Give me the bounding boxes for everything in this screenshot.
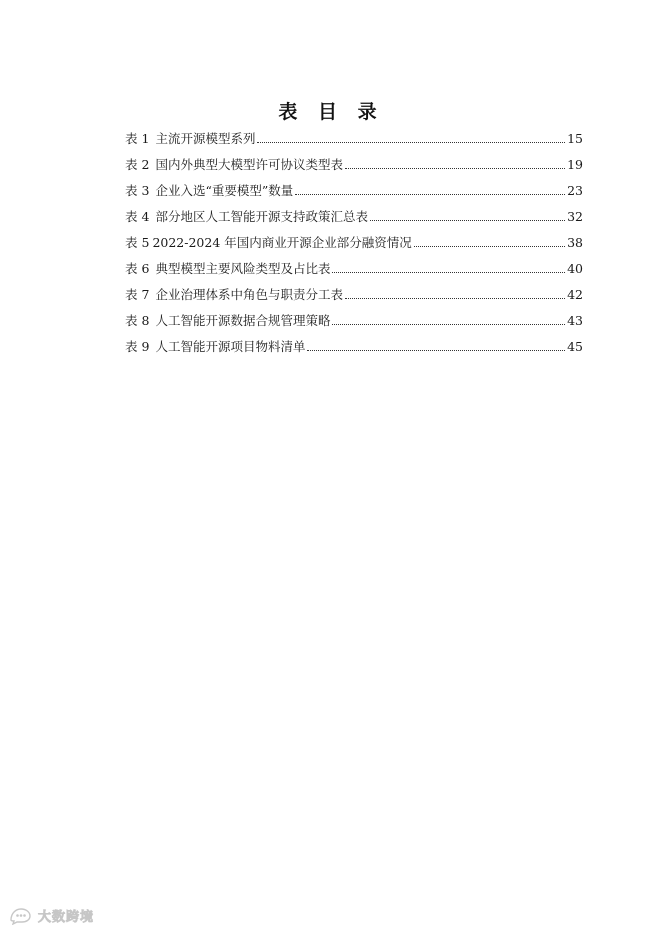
toc-entry-page: 43 [567,313,583,328]
toc-entry-title: 国内外典型大模型许可协议类型表 [155,157,343,172]
toc-entry[interactable] [125,204,583,230]
toc-entry-title: 部分地区人工智能开源支持政策汇总表 [155,209,368,224]
toc-entry-number: 表 7 [125,287,150,302]
dot-leader [345,289,565,301]
toc-entry-page: 15 [567,131,583,146]
toc-entry-title: 主流开源模型系列 [155,131,256,146]
dot-leader [295,185,565,197]
toc-entry-number: 表 8 [125,313,150,328]
toc-entry-page: 23 [567,183,583,198]
toc-entry-page: 19 [567,157,583,172]
dot-leader [345,159,565,171]
dot-leader [370,211,565,223]
platform-logo-icon [8,905,34,925]
toc-entry-number: 表 6 [125,261,150,276]
toc-entry-page: 45 [567,339,583,354]
toc-entry-number: 表 3 [125,183,150,198]
toc-entry[interactable] [125,126,583,152]
dot-leader [332,315,565,327]
watermark [8,905,94,925]
toc-entry-title: 人工智能开源数据合规管理策略 [155,313,331,328]
toc-entry-number: 表 9 [125,339,150,354]
dot-leader [307,341,565,353]
toc-entry[interactable] [125,230,583,256]
dot-leader [414,237,565,249]
toc-entry-number: 表 5 [125,235,150,250]
toc-entry-title: 企业治理体系中角色与职责分工表 [155,287,343,302]
toc-entry-number: 表 2 [125,157,150,172]
toc-entry[interactable] [125,282,583,308]
toc-entry-title: 人工智能开源项目物料清单 [155,339,306,354]
dot-leader [257,133,565,145]
toc-entry[interactable] [125,256,583,282]
toc-entry-page: 42 [567,287,583,302]
toc-entry[interactable] [125,152,583,178]
toc-entry[interactable] [125,334,583,360]
dot-leader [332,263,565,275]
toc-entry-title: 典型模型主要风险类型及占比表 [155,261,331,276]
table-of-contents [125,126,583,360]
toc-entry[interactable] [125,308,583,334]
toc-entry-title: 2022-2024 年国内商业开源企业部分融资情况 [152,235,412,250]
watermark-text: 大数跨境 [38,909,95,925]
toc-entry-page: 38 [567,235,583,250]
toc-entry-page: 40 [567,261,583,276]
toc-entry-page: 32 [567,209,583,224]
page-title: 表 目 录 [278,101,384,123]
toc-entry[interactable] [125,178,583,204]
toc-entry-title: 企业入选“重要模型”数量 [155,183,294,198]
toc-entry-number: 表 1 [125,131,150,146]
toc-entry-number: 表 4 [125,209,150,224]
